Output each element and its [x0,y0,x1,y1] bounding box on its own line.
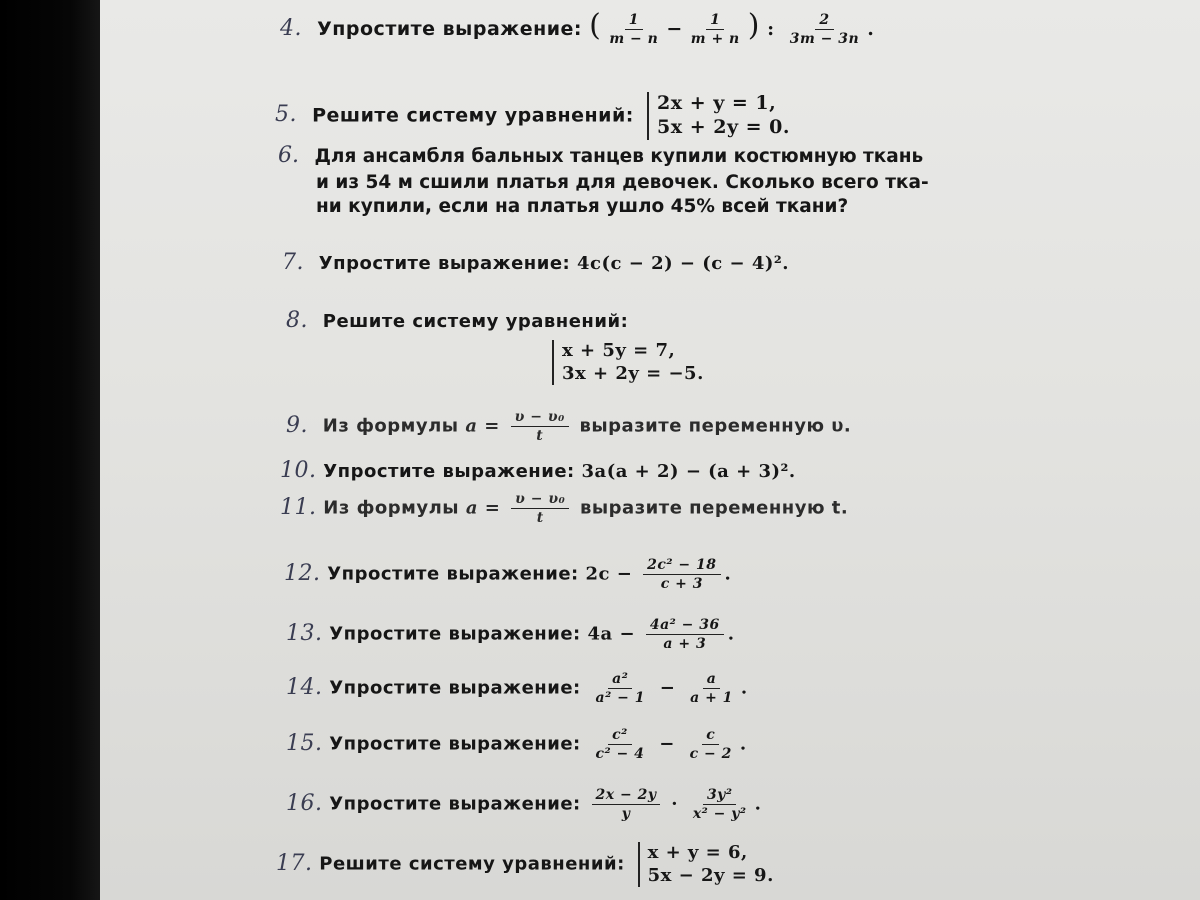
problem-text: Упростите выражение: [329,623,581,645]
problem-12: 12. Упростите выражение: 2c − $\frac{\text{2c² − 18}}{c + 3}$ . [284,557,732,593]
problem-16: 16. Упростите выражение: $\frac{2x - 2y}{y}$ · $\frac{\text{3y²}}{\text{x² − y²}}$ . [286,787,762,823]
problem-number: 12. [284,560,321,586]
fraction: $\frac{\text{υ − υ₀}}{t}$ [511,408,569,445]
equation: 5x + 2y = 0. [657,115,790,138]
problem-text: Упростите выражение: [323,461,575,482]
problem-text: Упростите выражение: [318,253,571,274]
problem-number: 13. [286,620,323,646]
problem-8 [286,308,628,333]
equation-system [552,340,704,385]
problem-5 [275,92,790,140]
problem-text: Упростите выражение: [327,563,579,585]
problem-text-after: выразите переменную t. [580,497,849,519]
problem-number: 14. [286,674,323,700]
fraction: $\frac{\text{c²}}{\text{c² − 4}}$ [595,727,645,763]
problem-11: 11. Из формулы a = $\frac{\text{υ − υ₀}}{t}$ выразите переменную t. [280,491,849,527]
problem-number: 4. [280,16,302,41]
problem-6 [278,142,929,219]
problem-number: 17. [276,850,313,876]
problem-14: 14. Упростите выражение: $\frac{\text{a²}}{\text{a² − 1}}$ − $\frac{a}{a + 1}$ . [286,671,748,707]
equation: 2x + y = 1, [657,92,777,114]
problem-17 [276,842,774,887]
problem-text: Решите систему уравнений: [319,853,625,875]
equation: x + y = 6, [647,842,748,863]
problem-15: 15. Упростите выражение: $\frac{\text{c²}}{\text{c² − 4}}$ − $\frac{c}{c - 2}$ . [286,727,747,763]
equation-system [638,842,774,887]
fraction: $\frac{1}{m - n}$ [609,11,659,47]
problem-text: Решите систему уравнений: [322,311,629,332]
fraction: $\frac{1}{m + n}$ [690,11,740,47]
problem-9: 9. Из формулы a = $\frac{\text{υ − υ₀}}{t}$ выразите переменную υ. [286,409,852,445]
problem-number: 9. [286,412,308,438]
problem-number: 16. [286,790,323,816]
fraction: $\frac{\text{3y²}}{\text{x² − y²}}$ [692,787,747,823]
problem-4: 4. Упростите выражение: ( $\frac{1}{m - n}$ − $\frac{1}{m + n}$ ) : $\frac{2}{3m - 3n}$ . [280,8,875,47]
worksheet-page [100,0,1200,900]
problem-number: 15. [286,730,323,756]
problem-line: ни купили, если на платья ушло 45% всей ткани? [316,195,849,217]
problem-number: 7. [282,250,304,275]
problem-10 [280,458,796,483]
fraction: $\frac{c}{c - 2}$ [689,727,732,763]
fraction: $\frac{\text{υ − υ₀}}{t}$ [511,490,569,527]
problem-number: 8. [286,308,308,333]
problem-text: Упростите выражение: [329,677,581,699]
problem-text-after: выразите переменную υ. [579,415,852,437]
problem-8-system [546,340,704,385]
problem-text: Упростите выражение: [329,733,581,755]
problem-text: Упростите выражение: [329,793,581,815]
problem-line: Для ансамбля бальных танцев купили костюмную ткань [314,146,924,167]
problem-13: 13. Упростите выражение: 4a − $\frac{\text{4a² − 36}}{a + 3}$ . [286,617,735,653]
problem-text: Упростите выражение: [317,18,583,40]
fraction: $\frac{2}{3m - 3n}$ [789,11,860,47]
fraction: $\frac{\text{a²}}{\text{a² − 1}}$ [595,671,645,707]
problem-text: Решите систему уравнений: [312,104,634,127]
problem-number: 6. [278,143,299,168]
monitor-bezel [0,0,100,900]
fraction: $\frac{2x - 2y}{y}$ [592,786,661,823]
problem-text: Из формулы [322,415,459,437]
problem-7 [282,250,789,275]
problem-number: 11. [280,494,317,520]
fraction: $\frac{\text{2c² − 18}}{c + 3}$ [643,556,720,593]
equation: 3x + 2y = −5. [562,362,704,384]
expression: 3a(a + 2) − (a + 3)². [581,461,796,482]
equation: 5x − 2y = 9. [647,864,774,886]
equation-system [647,92,790,140]
problem-number: 5. [275,102,297,128]
problem-number: 10. [280,458,317,483]
problem-text: Из формулы [323,497,460,519]
problem-line: и из 54 м сшили платья для девочек. Сколько всего тка- [316,171,929,193]
fraction: $\frac{a}{a + 1}$ [690,671,733,707]
expression: 4c(c − 2) − (c − 4)². [577,253,790,274]
equation: x + 5y = 7, [562,340,676,361]
fraction: $\frac{\text{4a² − 36}}{a + 3}$ [646,616,724,653]
